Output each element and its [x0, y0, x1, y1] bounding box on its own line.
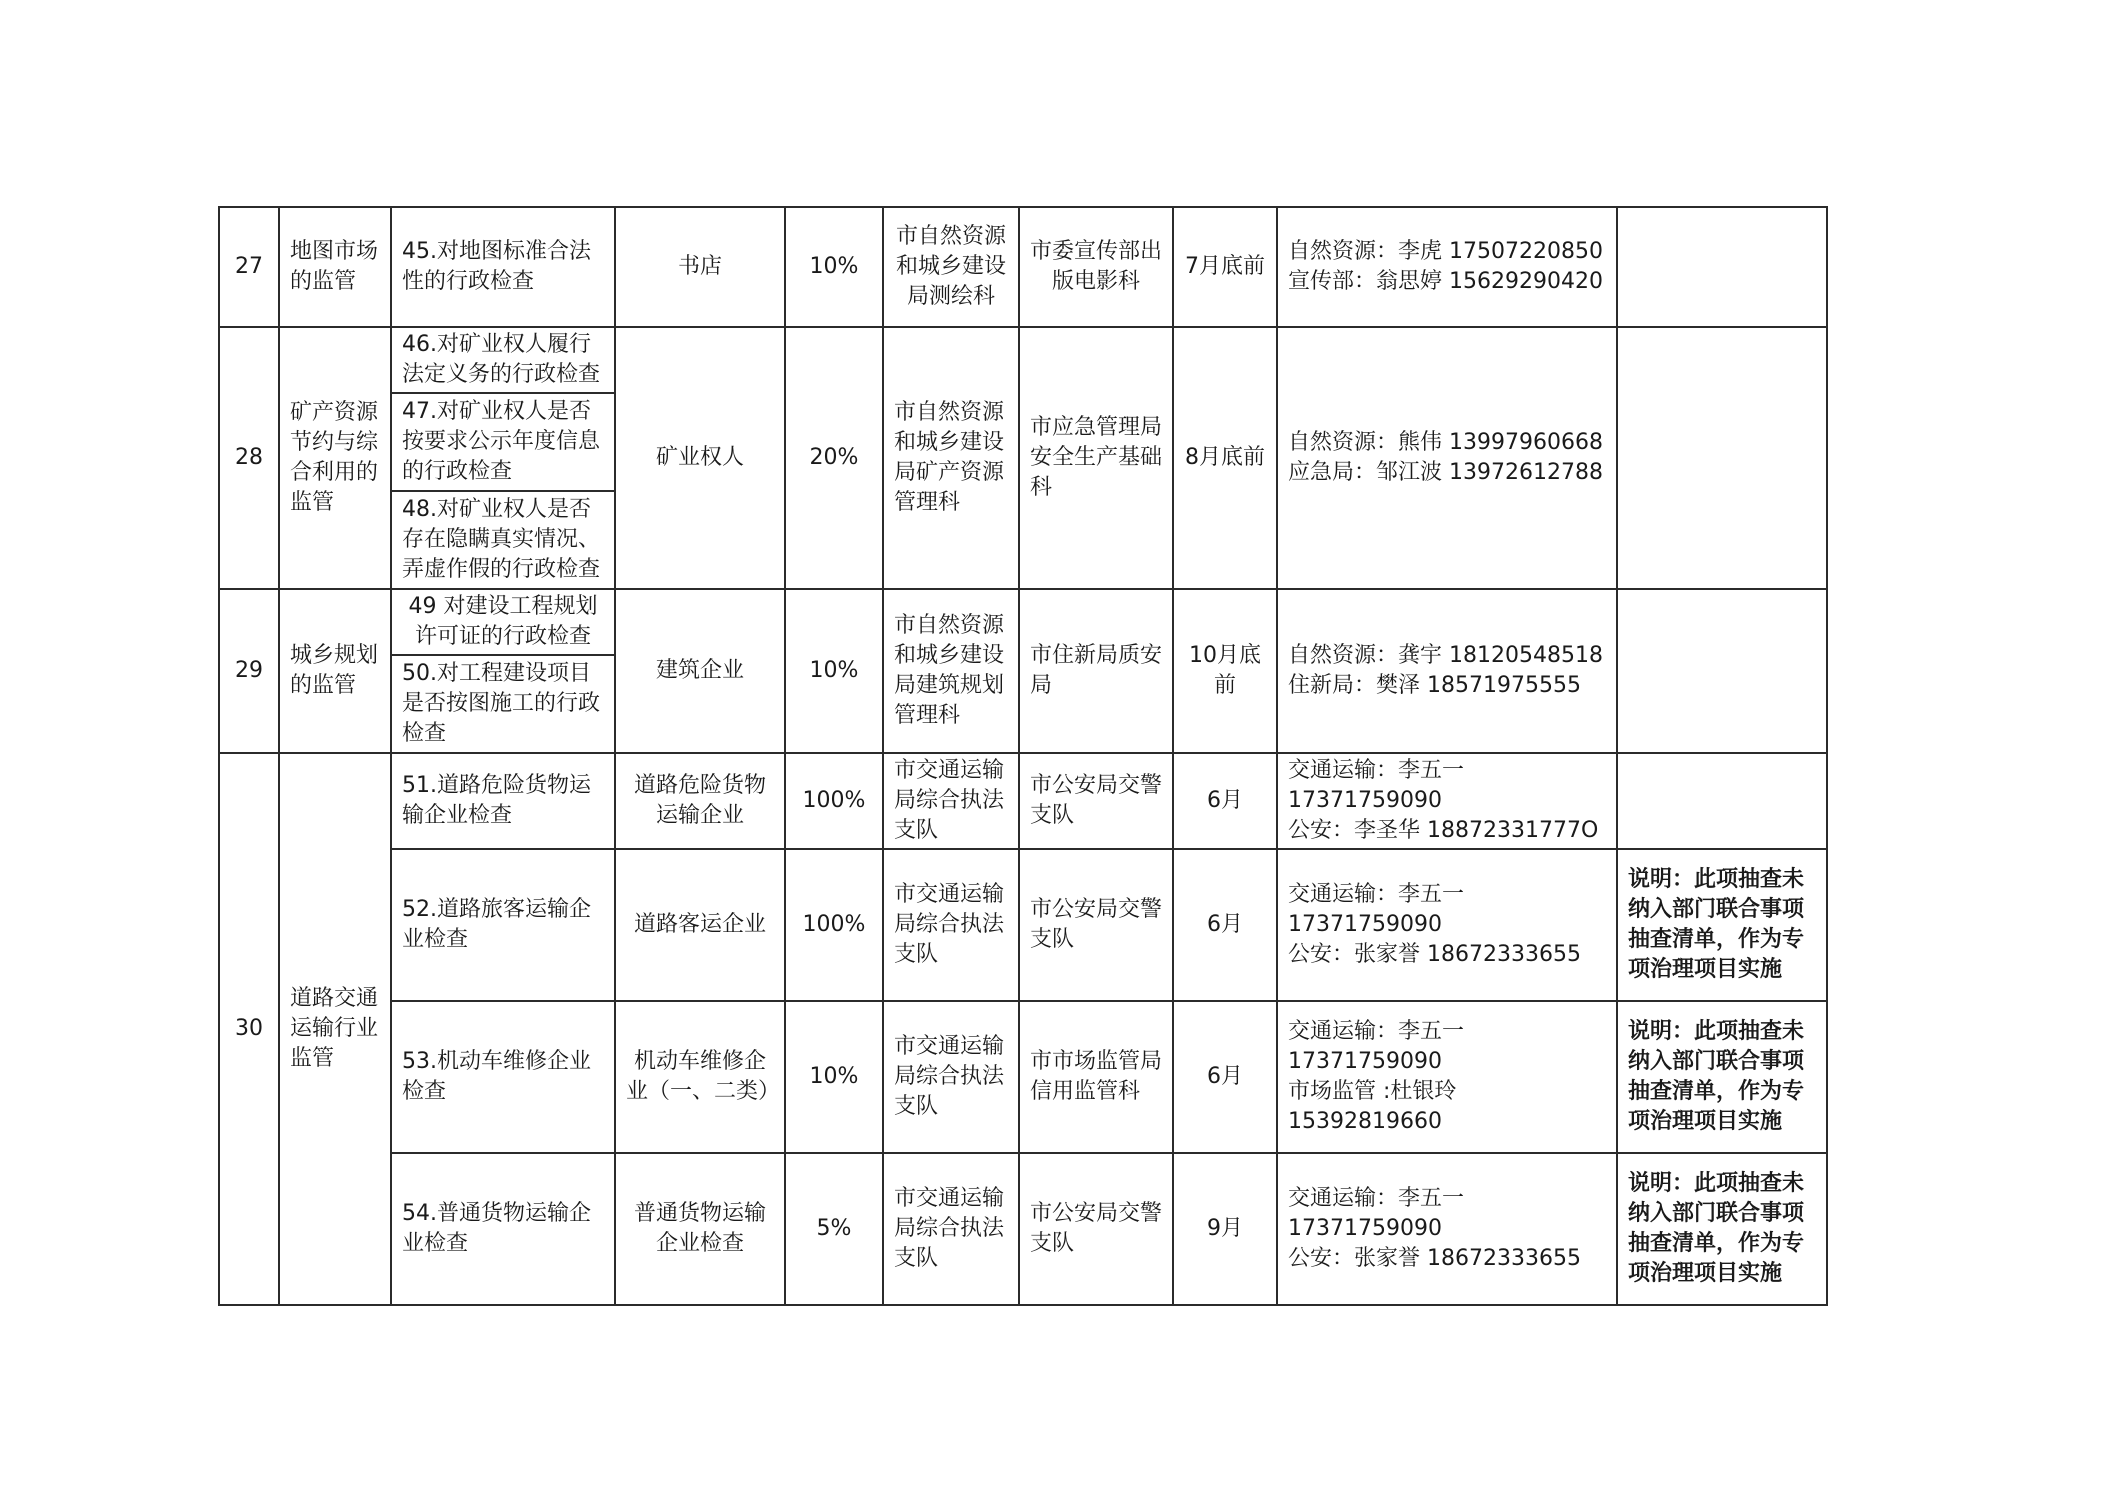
remark: 说明：此项抽查未纳入部门联合事项抽查清单，作为专项治理项目实施	[1617, 1153, 1827, 1305]
inspection-object: 书店	[615, 207, 785, 327]
lead-department: 市交通运输局综合执法支队	[883, 1001, 1019, 1153]
table-row	[219, 849, 1827, 1001]
sub-item: 51.道路危险货物运输企业检查	[391, 753, 615, 849]
lead-department: 市交通运输局综合执法支队	[883, 849, 1019, 1001]
contact-line: 自然资源：龚宇 18120548518	[1288, 643, 1603, 668]
deadline: 9月	[1173, 1153, 1277, 1305]
deadline: 10月底前	[1173, 589, 1277, 753]
sub-item: 50.对工程建设项目是否按图施工的行政检查	[391, 655, 615, 753]
remark	[1617, 589, 1827, 753]
table-row	[219, 327, 1827, 393]
contact-line: 交通运输：李五一 17371759090	[1288, 882, 1465, 937]
partner-department: 市公安局交警支队	[1019, 753, 1173, 849]
lead-department: 市自然资源和城乡建设局建筑规划管理科	[883, 589, 1019, 753]
contacts	[1277, 327, 1617, 589]
deadline: 8月底前	[1173, 327, 1277, 589]
contacts	[1277, 1001, 1617, 1153]
remark	[1617, 327, 1827, 589]
sub-item: 53.机动车维修企业检查	[391, 1001, 615, 1153]
table-row	[219, 589, 1827, 655]
sub-item: 45.对地图标准合法性的行政检查	[391, 207, 615, 327]
remark	[1617, 207, 1827, 327]
deadline: 6月	[1173, 753, 1277, 849]
contact-line: 交通运输：李五一 17371759090	[1288, 1186, 1465, 1241]
contact-line: 公安：张家誉 18672333655	[1288, 1246, 1581, 1271]
contact-line: 自然资源：李虎 17507220850	[1288, 239, 1603, 264]
deadline: 7月底前	[1173, 207, 1277, 327]
sub-item: 54.普通货物运输企业检查	[391, 1153, 615, 1305]
sub-item: 49 对建设工程规划许可证的行政检查	[391, 589, 615, 655]
row-number: 29	[219, 589, 279, 753]
lead-department: 市交通运输局综合执法支队	[883, 753, 1019, 849]
partner-department: 市住新局质安局	[1019, 589, 1173, 753]
sampling-ratio: 100%	[785, 753, 883, 849]
table-row	[219, 1001, 1827, 1153]
partner-department: 市应急管理局安全生产基础科	[1019, 327, 1173, 589]
contact-line: 交通运输：李五一 17371759090	[1288, 758, 1465, 813]
sub-item: 48.对矿业权人是否存在隐瞒真实情况、弄虚作假的行政检查	[391, 491, 615, 589]
inspection-object: 普通货物运输企业检查	[615, 1153, 785, 1305]
inspection-item: 矿产资源节约与综合利用的监管	[279, 327, 391, 589]
remark	[1617, 753, 1827, 849]
inspection-item: 地图市场的监管	[279, 207, 391, 327]
contact-line: 交通运输：李五一 17371759090	[1288, 1019, 1465, 1074]
partner-department: 市市场监管局信用监管科	[1019, 1001, 1173, 1153]
sampling-ratio: 100%	[785, 849, 883, 1001]
partner-department: 市公安局交警支队	[1019, 849, 1173, 1001]
table-row	[219, 207, 1827, 327]
sub-item: 47.对矿业权人是否按要求公示年度信息的行政检查	[391, 393, 615, 491]
remark: 说明：此项抽查未纳入部门联合事项抽查清单，作为专项治理项目实施	[1617, 1001, 1827, 1153]
partner-department: 市委宣传部出版电影科	[1019, 207, 1173, 327]
contact-line: 应急局：邹江波 13972612788	[1288, 460, 1603, 485]
contacts	[1277, 207, 1617, 327]
sampling-ratio: 10%	[785, 1001, 883, 1153]
inspection-object: 道路客运企业	[615, 849, 785, 1001]
row-number: 28	[219, 327, 279, 589]
contact-line: 宣传部：翁思婷 15629290420	[1288, 269, 1603, 294]
row-number: 27	[219, 207, 279, 327]
contacts	[1277, 849, 1617, 1001]
inspection-object: 矿业权人	[615, 327, 785, 589]
sub-item: 46.对矿业权人履行法定义务的行政检查	[391, 327, 615, 393]
contact-line: 市场监管 :杜银玲 15392819660	[1288, 1079, 1457, 1134]
inspection-table	[218, 206, 1828, 1306]
inspection-item: 道路交通运输行业监管	[279, 753, 391, 1305]
lead-department: 市自然资源和城乡建设局矿产资源管理科	[883, 327, 1019, 589]
lead-department: 市自然资源和城乡建设局测绘科	[883, 207, 1019, 327]
contact-line: 住新局：樊泽 18571975555	[1288, 673, 1581, 698]
contact-line: 公安：李圣华 18872331777O	[1288, 818, 1599, 843]
contacts	[1277, 1153, 1617, 1305]
sampling-ratio: 20%	[785, 327, 883, 589]
inspection-object: 道路危险货物运输企业	[615, 753, 785, 849]
inspection-item: 城乡规划的监管	[279, 589, 391, 753]
deadline: 6月	[1173, 849, 1277, 1001]
row-number: 30	[219, 753, 279, 1305]
table-row	[219, 1153, 1827, 1305]
inspection-object: 机动车维修企业（一、二类）	[615, 1001, 785, 1153]
sampling-ratio: 10%	[785, 589, 883, 753]
inspection-object: 建筑企业	[615, 589, 785, 753]
contacts	[1277, 753, 1617, 849]
remark: 说明：此项抽查未纳入部门联合事项抽查清单，作为专项治理项目实施	[1617, 849, 1827, 1001]
lead-department: 市交通运输局综合执法支队	[883, 1153, 1019, 1305]
contact-line: 自然资源：熊伟 13997960668	[1288, 430, 1603, 455]
sampling-ratio: 10%	[785, 207, 883, 327]
sub-item: 52.道路旅客运输企业检查	[391, 849, 615, 1001]
deadline: 6月	[1173, 1001, 1277, 1153]
table-row	[219, 753, 1827, 849]
contacts	[1277, 589, 1617, 753]
partner-department: 市公安局交警支队	[1019, 1153, 1173, 1305]
contact-line: 公安：张家誉 18672333655	[1288, 942, 1581, 967]
sampling-ratio: 5%	[785, 1153, 883, 1305]
